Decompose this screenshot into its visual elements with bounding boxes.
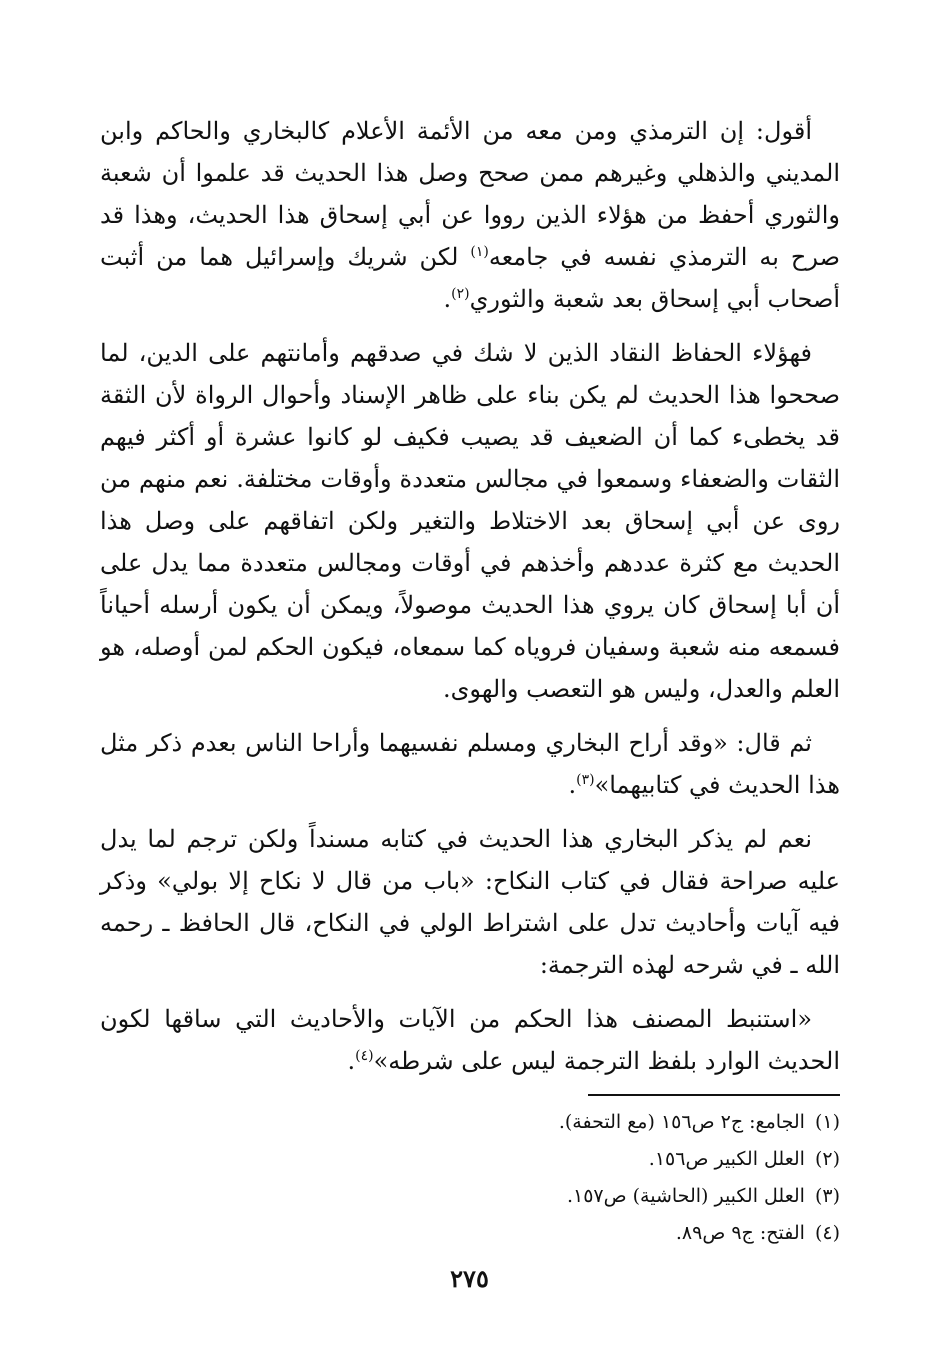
- footnote-text: العلل الكبير (الحاشية) ص١٥٧.: [566, 1185, 805, 1207]
- footnote-number: (٣): [814, 1185, 840, 1207]
- footnote-ref-4[interactable]: (٤): [355, 1048, 374, 1064]
- footnote-text: الفتح: ج٩ ص٨٩.: [675, 1222, 805, 1244]
- paragraph-text-continued: لكن شريك وإسرائيل هما من أثبت أصحاب أبي إسحاق بعد شعبة والثوري: [100, 243, 840, 313]
- footnote-separator: [588, 1094, 840, 1096]
- paragraph-text: ثم قال: «وقد أراح البخاري ومسلم نفسيهما وأراحا الناس بعدم ذكر مثل هذا الحديث في كتابيهما»: [100, 729, 840, 799]
- main-text: [100, 110, 840, 1094]
- paragraph-text: فهؤلاء الحفاظ النقاد الذين لا شك في صدقهم وأمانتهم على الدين، لما صححوا هذا الحديث لم يكن بناء على ظاهر الإسناد وأحوال الرواة لأن الثقة قد يخطىء كما أن الضعيف قد يصيب فكيف لو كانوا عشرة أو أكثر فيهم الثقات والضعفاء وسمعوا في مجالس متعددة وأوقات مختلفة. نعم منهم من روى عن أبي إسحاق بعد الاختلاط والتغير ولكن اتفاقهم على وصل هذا الحديث مع كثرة عددهم وأخذهم في أوقات ومجالس متعددة مما يدل على أن أبا إسحاق كان يروي هذا الحديث موصولاً، ويمكن أن يكون أرسله أحياناً فسمعه منه شعبة وسفيان فروياه كما سمعاه، فيكون الحكم لمن أوصله، هو العلم والعدل، وليس هو التعصب والهوى.: [100, 339, 840, 703]
- footnote-number: (١): [814, 1111, 840, 1133]
- paragraph-1: [100, 110, 840, 320]
- paragraph-text: نعم لم يذكر البخاري هذا الحديث في كتابه مسنداً ولكن ترجم لما يدل عليه صراحة فقال في كتاب النكاح: «باب من قال لا نكاح إلا بولي» وذكر فيه آيات وأحاديث تدل على اشتراط الولي في النكاح، قال الحافظ ـ رحمه الله ـ في شرحه لهذه الترجمة:: [100, 825, 840, 979]
- footnote-text: الجامع: ج٢ ص١٥٦ (مع التحفة).: [558, 1111, 805, 1133]
- paragraph-2: [100, 332, 840, 710]
- paragraph-end: .: [443, 285, 452, 313]
- footnote-1: [300, 1104, 840, 1141]
- footnote-4: [300, 1215, 840, 1252]
- footnote-2: [300, 1141, 840, 1178]
- paragraph-text: أقول: إن الترمذي ومن معه من الأئمة الأعلام كالبخاري والحاكم وابن المديني والذهلي وغيرهم ممن صحح وصل هذا الحديث قد علموا أن شعبة والثوري أحفظ من هؤلاء الذين رووا عن أبي إسحاق هذا الحديث، وهذا قد صرح به الترمذي نفسه في جامعه: [100, 117, 841, 271]
- paragraph-5-quote: [100, 998, 840, 1082]
- footnote-text: العلل الكبير ص١٥٦.: [648, 1148, 805, 1170]
- paragraph-3: [100, 722, 840, 806]
- paragraph-text: «استنبط المصنف هذا الحكم من الآيات والأحاديث التي ساقها لكون الحديث الوارد بلفظ الترجمة ليس على شرطه»: [100, 1005, 840, 1075]
- paragraph-end: .: [568, 771, 577, 799]
- footnote-ref-3[interactable]: (٣): [576, 772, 595, 788]
- paragraph-4: [100, 818, 840, 986]
- footnote-number: (٤): [814, 1222, 840, 1244]
- page-number: ٢٧٥: [450, 1264, 489, 1293]
- footnote-3: [300, 1178, 840, 1215]
- footnotes: [300, 1104, 840, 1252]
- footnote-ref-2[interactable]: (٢): [451, 286, 470, 302]
- footnote-ref-1[interactable]: (١): [470, 244, 489, 260]
- paragraph-end: .: [347, 1047, 356, 1075]
- footnote-number: (٢): [814, 1148, 840, 1170]
